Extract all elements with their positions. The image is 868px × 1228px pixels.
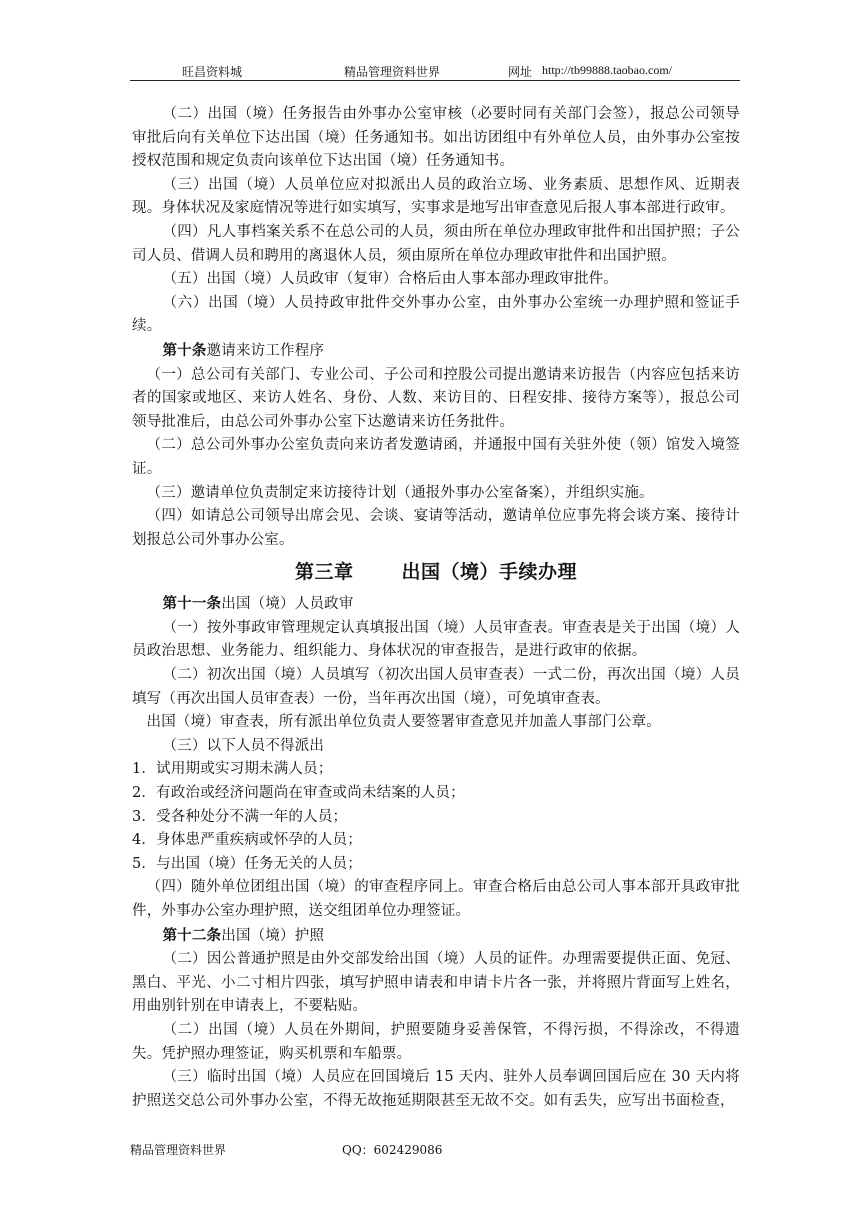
- article-subtitle: 出国（境）护照: [221, 927, 325, 944]
- list-item: 5．与出国（境）任务无关的人员；: [132, 855, 362, 872]
- paragraph: （三）出国（境）人员单位应对拟派出人员的政治立场、业务素质、思想作风、近期表现。身体状况及家庭情况等进行如实填写，实事求是地写出审查意见后报人事本部进行政审。: [132, 176, 740, 217]
- header-site-name: 精品管理资料世界: [344, 65, 441, 79]
- article-heading: [132, 339, 740, 364]
- paragraph: （二）出国（境）任务报告由外事办公室审核（必要时同有关部门会签），报总公司领导审批后向有关单位下达出国（境）任务通知书。如出访团组中有外单位人员，由外事办公室按授权范围和规定负责向该单位下达出国（境）任务通知书。: [132, 106, 740, 170]
- article-subtitle: 出国（境）人员政审: [221, 596, 354, 613]
- page-header: [130, 60, 740, 81]
- article-number: 第十一条: [162, 595, 222, 613]
- paragraph: （一）总公司有关部门、专业公司、子公司和控股公司提出邀请来访报告（内容应包括来访者的国家或地区、来访人姓名、身份、人数、来访目的、日程安排、接待方案等），报总公司领导批准后，由总公司外事办公室下达邀请来访任务批件。: [132, 366, 740, 430]
- footer-site-name: 精品管理资料世界: [130, 1143, 227, 1157]
- footer-qq: QQ：602429086: [342, 1143, 443, 1157]
- paragraph: （一）按外事政审管理规定认真填报出国（境）人员审查表。审查表是关于出国（境）人员政治思想、业务能力、组织能力、身体状况的审查报告，是进行政审的依据。: [132, 619, 740, 660]
- list-item: 4．身体患严重疾病或怀孕的人员；: [132, 832, 362, 849]
- header-url-link[interactable]: http://tb99888.taobao.com/: [542, 63, 672, 77]
- paragraph: （四）如请总公司领导出席会见、会谈、宴请等活动，邀请单位应事先将会谈方案、接待计划报总公司外事办公室。: [132, 508, 740, 548]
- article-heading: [132, 924, 740, 949]
- paragraph: （五）出国（境）人员政审（复审）合格后由人事本部办理政审批件。: [162, 271, 619, 288]
- header-shop-name: 旺昌资料城: [182, 65, 243, 79]
- header-url-label: 网址: [508, 65, 533, 79]
- paragraph: 出国（境）审查表，所有派出单位负责人要签署审查意见并加盖人事部门公章。: [146, 714, 661, 731]
- paragraph: （二）初次出国（境）人员填写（初次出国人员审查表）一式二份，再次出国（境）人员填写（再次出国人员审查表）一份，当年再次出国（境），可免填审查表。: [132, 667, 740, 707]
- paragraph: （二）出国（境）人员在外期间，护照要随身妥善保管，不得污损，不得涂改，不得遗失。凭护照办理签证，购买机票和车船票。: [132, 1021, 740, 1062]
- paragraph: （四）随外单位团组出国（境）的审查程序同上。审查合格后由总公司人事本部开具政审批件，外事办公室办理护照，送交组团单位办理签证。: [132, 879, 740, 919]
- paragraph: （二）总公司外事办公室负责向来访者发邀请函，并通报中国有关驻外使（领）馆发入境签证。: [132, 437, 740, 477]
- paragraph: （二）因公普通护照是由外交部发给出国（境）人员的证件。办理需要提供正面、免冠、黑白、平光、小二寸相片四张，填写护照申请表和申请卡片各一张，并将照片背面写上姓名，用曲别针别在申请表上，不要粘贴。: [132, 951, 740, 1015]
- list-item: 3．受各种处分不满一年的人员；: [132, 808, 348, 825]
- chapter-title: 出国（境）手续办理: [401, 561, 578, 584]
- article-number: 第十条: [162, 341, 207, 359]
- paragraph: （三）以下人员不得派出: [162, 737, 325, 754]
- document-body: [132, 103, 740, 1113]
- paragraph: （三）临时出国（境）人员应在回国境后 15 天内、驻外人员奉调回国后应在 30 天内将护照送交总公司外事办公室，不得无故拖延期限甚至无故不交。如有丢失，应写出书面检查，: [132, 1069, 740, 1109]
- chapter-heading: [132, 552, 740, 592]
- article-heading: [132, 592, 740, 617]
- article-subtitle: 邀请来访工作程序: [206, 342, 325, 359]
- paragraph: （六）出国（境）人员持政审批件交外事办公室，由外事办公室统一办理护照和签证手续。: [132, 294, 740, 335]
- list-item: 1．试用期或实习期未满人员；: [132, 761, 333, 778]
- list-item: 2．有政治或经济问题尚在审查或尚未结案的人员；: [132, 785, 465, 802]
- paragraph: （三）邀请单位负责制定来访接待计划（通报外事办公室备案），并组织实施。: [146, 484, 654, 501]
- article-number: 第十二条: [162, 926, 222, 944]
- chapter-number: 第三章: [294, 561, 354, 584]
- paragraph: （四）凡人事档案关系不在总公司的人员，须由所在单位办理政审批件和出国护照；子公司人员、借调人员和聘用的离退休人员，须由原所在单位办理政审批件和出国护照。: [132, 223, 740, 264]
